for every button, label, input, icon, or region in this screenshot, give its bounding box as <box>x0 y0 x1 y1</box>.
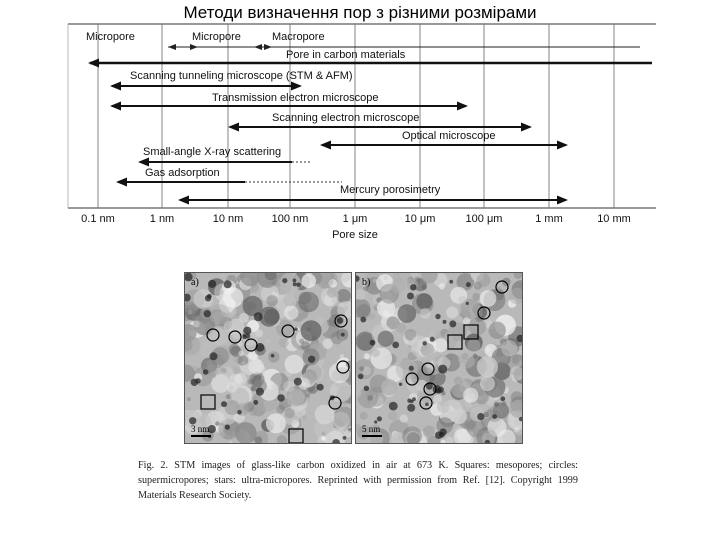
texture-dark-spot <box>430 337 435 342</box>
size-class-micropore-1: Micropore <box>86 31 135 43</box>
texture-blob <box>421 343 435 357</box>
texture-blob <box>458 296 467 305</box>
tick-label-0: 0.1 nm <box>81 213 115 225</box>
tick-label-7: 1 mm <box>535 213 563 225</box>
texture-blob <box>502 401 506 405</box>
method-label-0: Pore in carbon materials <box>286 49 406 61</box>
texture-blob <box>494 402 499 407</box>
texture-blob <box>218 431 225 438</box>
tick-label-3: 100 nm <box>271 213 309 225</box>
method-label-1: Scanning tunneling microscope (STM & AFM) <box>130 70 353 82</box>
size-class-micropore-2: Micropore <box>192 31 241 43</box>
method-arrow-right-3 <box>521 123 532 132</box>
panel-b-tag: b) <box>362 277 371 288</box>
texture-blob <box>463 317 470 324</box>
tick-label-6: 100 μm <box>465 213 503 225</box>
texture-blob <box>480 376 495 391</box>
method-arrow-left-1 <box>110 82 121 91</box>
figure-caption: Fig. 2. STM images of glass-like carbon oxidized in air at 673 K. Squares: mesopores; circles: supermicropores; stars: ultra-micropores. Reprinted with permission from Ref. [12]. Copyright 1999 Materials Research Society. <box>138 460 578 501</box>
texture-blob <box>437 401 449 413</box>
texture-dark-spot <box>282 278 287 283</box>
texture-blob <box>391 278 406 293</box>
texture-dark-spot <box>294 378 302 386</box>
slide-title: Методи визначення пор з різними розмірами <box>183 3 537 22</box>
texture-blob <box>223 287 243 307</box>
texture-dark-spot <box>407 399 411 403</box>
texture-dark-spot <box>204 310 211 317</box>
texture-blob <box>248 379 253 384</box>
method-label-4: Optical microscope <box>402 130 496 142</box>
texture-blob <box>334 411 350 427</box>
texture-blob <box>266 295 277 306</box>
texture-blob <box>480 290 497 307</box>
texture-dark-spot <box>449 280 453 284</box>
texture-dark-spot <box>407 404 415 412</box>
stm-image-b <box>355 272 523 444</box>
texture-dark-spot <box>341 333 345 337</box>
texture-blob <box>381 379 397 395</box>
texture-blob <box>264 309 280 325</box>
tick-label-1: 1 nm <box>149 213 175 225</box>
texture-dark-spot <box>433 385 441 393</box>
texture-dark-spot <box>477 413 484 420</box>
texture-dark-spot <box>254 312 263 321</box>
texture-dark-spot <box>435 314 440 319</box>
texture-blob <box>277 435 287 443</box>
texture-blob <box>441 440 446 444</box>
tick-label-4: 1 μm <box>342 213 368 225</box>
texture-blob <box>299 339 304 344</box>
texture-dark-spot <box>224 280 232 288</box>
texture-dark-spot <box>392 342 399 349</box>
tick-label-2: 10 nm <box>212 213 244 225</box>
texture-blob <box>445 332 454 341</box>
texture-dark-spot <box>438 365 447 374</box>
texture-blob <box>221 367 234 380</box>
texture-blob <box>514 427 519 432</box>
method-label-5: Small-angle X-ray scattering <box>143 146 282 158</box>
texture-blob <box>360 412 368 420</box>
texture-blob <box>458 316 463 321</box>
method-label-7: Mercury porosimetry <box>340 184 441 196</box>
method-label-6: Gas adsorption <box>145 167 220 179</box>
texture-blob <box>323 339 333 349</box>
texture-dark-spot <box>500 396 505 401</box>
texture-blob <box>270 414 285 429</box>
texture-blob <box>301 320 322 341</box>
tick-label-5: 10 μm <box>404 213 436 225</box>
method-arrow-left-3 <box>228 123 239 132</box>
texture-dark-spot <box>208 280 216 288</box>
texture-blob <box>415 316 421 322</box>
texture-blob <box>489 322 506 339</box>
texture-blob <box>447 353 454 360</box>
texture-dark-spot <box>271 354 275 358</box>
texture-blob <box>209 304 230 325</box>
texture-dark-spot <box>308 356 315 363</box>
texture-blob <box>193 321 200 328</box>
texture-blob <box>369 313 375 319</box>
method-label-2: Transmission electron microscope <box>212 92 379 104</box>
texture-blob <box>388 411 397 420</box>
texture-blob <box>396 323 406 333</box>
class-arrowhead-1 <box>168 44 176 50</box>
texture-dark-spot <box>293 282 297 286</box>
texture-dark-spot <box>466 282 471 287</box>
texture-blob <box>302 416 306 420</box>
size-class-macropore: Macropore <box>272 31 325 43</box>
texture-blob <box>283 381 294 392</box>
texture-dark-spot <box>225 425 230 430</box>
texture-dark-spot <box>360 317 366 323</box>
texture-dark-spot <box>203 369 209 375</box>
class-arrowhead-4 <box>264 44 272 50</box>
texture-blob <box>429 331 434 336</box>
texture-blob <box>454 377 463 386</box>
texture-blob <box>195 316 200 321</box>
texture-blob <box>265 339 269 343</box>
texture-blob <box>477 356 498 377</box>
texture-dark-spot <box>296 283 301 288</box>
method-arrow-left-7 <box>178 196 189 205</box>
texture-blob <box>279 338 289 348</box>
texture-dark-spot <box>409 366 414 371</box>
texture-blob <box>192 356 196 360</box>
texture-dark-spot <box>466 302 469 305</box>
texture-blob <box>276 405 285 414</box>
texture-dark-spot <box>389 402 398 411</box>
texture-blob <box>321 277 329 285</box>
method-arrow-right-1 <box>291 82 302 91</box>
texture-blob <box>284 306 298 320</box>
texture-dark-spot <box>377 416 382 421</box>
texture-dark-spot <box>399 383 402 386</box>
method-arrow-left-6 <box>116 178 127 187</box>
texture-dark-spot <box>423 341 427 345</box>
texture-blob <box>416 293 432 309</box>
texture-blob <box>215 421 219 425</box>
texture-dark-spot <box>407 293 414 300</box>
texture-dark-spot <box>492 414 497 419</box>
method-arrow-right-4 <box>557 141 568 150</box>
texture-blob <box>512 356 520 364</box>
panel-b-scale-bar <box>362 435 382 437</box>
texture-dark-spot <box>439 428 446 435</box>
texture-dark-spot <box>221 401 227 407</box>
texture-blob <box>249 359 264 374</box>
panel-a-tag: a) <box>191 277 199 288</box>
method-arrow-left-0 <box>88 59 99 68</box>
texture-dark-spot <box>364 386 369 391</box>
texture-dark-spot <box>317 384 324 391</box>
texture-blob <box>299 292 312 305</box>
mesopore-square-marker <box>201 395 215 409</box>
stm-texture-a <box>185 273 351 443</box>
texture-blob <box>285 408 295 418</box>
texture-blob <box>463 388 478 403</box>
texture-blob <box>501 340 517 356</box>
texture-dark-spot <box>253 400 258 405</box>
texture-blob <box>227 382 238 393</box>
texture-dark-spot <box>449 320 456 327</box>
texture-dark-spot <box>294 327 298 331</box>
texture-dark-spot <box>370 340 376 346</box>
texture-blob <box>210 372 217 379</box>
texture-blob <box>329 363 350 384</box>
tick-label-8: 10 mm <box>597 213 631 225</box>
pore-size-methods-diagram <box>0 0 720 250</box>
panel-a-scale-label: 3 nm <box>191 424 210 434</box>
texture-blob <box>420 308 431 319</box>
texture-dark-spot <box>256 388 264 396</box>
method-label-3: Scanning electron microscope <box>272 112 420 124</box>
stm-image-a <box>184 272 352 444</box>
texture-blob <box>364 353 370 359</box>
texture-blob <box>238 351 244 357</box>
texture-blob <box>238 355 249 366</box>
texture-blob <box>514 273 522 279</box>
texture-dark-spot <box>277 394 284 401</box>
stm-texture-b <box>356 273 522 443</box>
texture-blob <box>327 288 337 298</box>
texture-dark-spot <box>443 320 447 324</box>
class-arrowhead-2 <box>190 44 198 50</box>
texture-blob <box>378 331 394 347</box>
method-arrow-right-2 <box>457 102 468 111</box>
texture-dark-spot <box>191 379 198 386</box>
texture-blob <box>458 352 475 369</box>
method-arrow-right-7 <box>557 196 568 205</box>
texture-blob <box>400 415 408 423</box>
texture-dark-spot <box>210 352 218 360</box>
texture-blob <box>285 355 304 374</box>
texture-dark-spot <box>425 403 429 407</box>
texture-blob <box>502 278 511 287</box>
texture-dark-spot <box>410 284 416 290</box>
texture-dark-spot <box>337 317 344 324</box>
method-arrow-left-5 <box>138 158 149 167</box>
texture-blob <box>340 354 344 358</box>
texture-blob <box>487 407 502 422</box>
texture-dark-spot <box>237 410 242 415</box>
texture-dark-spot <box>293 279 297 283</box>
texture-dark-spot <box>343 436 347 440</box>
panel-a-scale-bar <box>191 435 211 437</box>
texture-blob <box>327 318 335 326</box>
panel-b-scale-label: 5 nm <box>362 424 381 434</box>
texture-blob <box>446 307 458 319</box>
texture-blob <box>423 426 435 438</box>
axis-title: Pore size <box>332 229 378 241</box>
texture-blob <box>302 274 317 289</box>
texture-blob <box>367 395 373 401</box>
texture-blob <box>433 338 447 352</box>
class-arrowhead-3 <box>254 44 262 50</box>
texture-blob <box>451 409 467 425</box>
method-arrow-left-4 <box>320 141 331 150</box>
texture-blob <box>187 397 191 401</box>
texture-dark-spot <box>242 335 246 339</box>
texture-blob <box>439 283 445 289</box>
texture-dark-spot <box>207 294 212 299</box>
texture-blob <box>477 273 491 287</box>
texture-blob <box>467 339 480 352</box>
texture-blob <box>372 349 380 357</box>
texture-blob <box>398 304 417 323</box>
method-arrow-left-2 <box>110 102 121 111</box>
texture-dark-spot <box>358 374 364 380</box>
texture-blob <box>321 436 326 441</box>
texture-blob <box>445 437 453 444</box>
